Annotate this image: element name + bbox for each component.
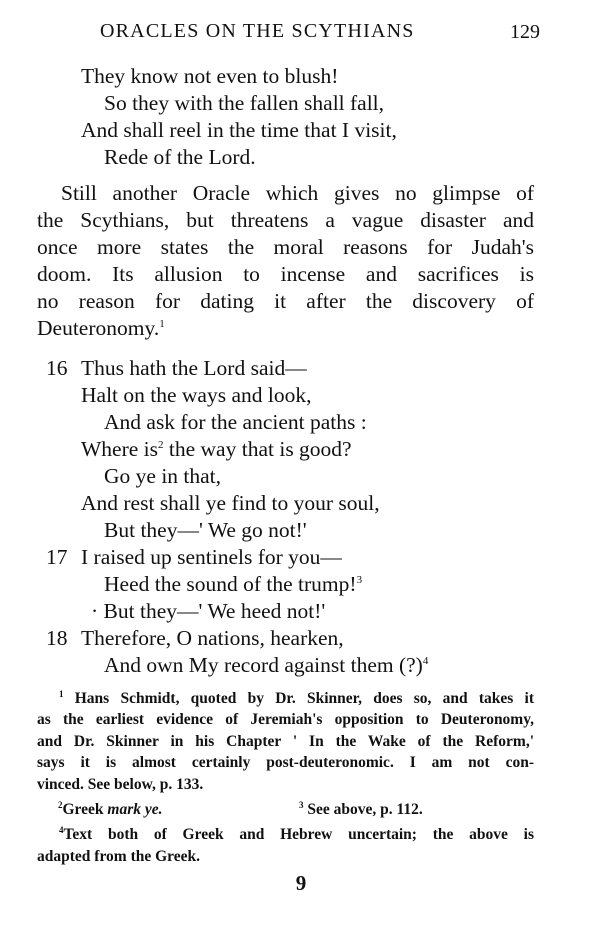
footnote-ref: 4 — [422, 655, 429, 667]
verse-line: Therefore, O nations, hearken, — [81, 626, 344, 650]
paragraph-line: Still another Oracle which gives no glimpse of — [61, 181, 534, 205]
verse-line — [104, 652, 428, 679]
verse-line: But they—' We go not!' — [104, 518, 307, 542]
footnote-3 — [299, 799, 499, 821]
paragraph-text: Deuteronomy. — [37, 316, 160, 340]
signature-mark: 9 — [295, 871, 307, 895]
footnote-line: and Dr. Skinner in his Chapter ' In the Wake of the Reform,' — [37, 733, 534, 750]
verse-number: 16 — [46, 356, 68, 380]
footnote-text: Text both of Greek and Hebrew uncertain; the above is — [63, 826, 534, 843]
footnote-ref: 1 — [159, 318, 165, 330]
footnote-text: See above, p. 112. — [307, 801, 423, 818]
footnote-text: Hans Schmidt, quoted by Dr. Skinner, does so, and takes it — [74, 690, 535, 707]
footnote-4 — [37, 824, 534, 846]
verse-line: · But they—' We heed not!' — [91, 599, 326, 623]
footnote-mark: 3 — [299, 800, 304, 810]
footnote-mark: 4 — [59, 825, 64, 835]
footnote-ref: 2 — [158, 439, 164, 451]
footnote-1 — [37, 688, 534, 710]
paragraph-line — [37, 315, 534, 342]
verse-text: And own My record against them (?) — [104, 653, 423, 677]
verse-text: the way that is good? — [163, 437, 352, 461]
footnote-ref: 3 — [356, 574, 363, 586]
paragraph-line: doom. Its allusion to incense and sacrifices is — [37, 262, 534, 286]
verse-line: Thus hath the Lord said— — [81, 356, 307, 380]
running-head — [100, 20, 540, 48]
page-number: 129 — [510, 21, 540, 43]
verse-line: They know not even to blush! — [81, 64, 339, 88]
verse-line: I raised up sentinels for you— — [81, 545, 342, 569]
verse-number: 18 — [46, 626, 68, 650]
verse-line — [81, 436, 352, 463]
verse-line: Halt on the ways and look, — [81, 383, 312, 407]
verse-line: So they with the fallen shall fall, — [104, 91, 385, 115]
verse-line: Rede of the Lord. — [104, 145, 256, 169]
verse-line — [104, 571, 362, 598]
footnote-line: says it is almost certainly post-deuteronomic. I am not con- — [37, 754, 534, 771]
verse-number: 17 — [46, 545, 68, 569]
paragraph-line: the Scythians, but threatens a vague disaster and — [37, 208, 534, 232]
footnote-mark: 2 — [58, 800, 63, 810]
footnote-2 — [58, 799, 258, 821]
verse-text: Where is — [81, 437, 159, 461]
footnote-line: as the earliest evidence of Jeremiah's opposition to Deuteronomy, — [37, 711, 534, 728]
footnote-text: Greek — [62, 801, 108, 818]
verse-line: And ask for the ancient paths : — [104, 410, 367, 434]
running-head-title: ORACLES ON THE SCYTHIANS — [100, 20, 415, 42]
footnote-italic: mark ye. — [107, 801, 163, 818]
paragraph-line: once more states the moral reasons for Judah's — [37, 235, 534, 259]
verse-line: Go ye in that, — [104, 464, 222, 488]
verse-line: And shall reel in the time that I visit, — [81, 118, 397, 142]
footnote-line: adapted from the Greek. — [37, 848, 201, 865]
footnote-mark: 1 — [59, 689, 64, 699]
paragraph-line: no reason for dating it after the discovery of — [37, 289, 534, 313]
footnote-line: vinced. See below, p. 133. — [37, 776, 204, 793]
verse-line: And rest shall ye find to your soul, — [81, 491, 380, 515]
verse-text: Heed the sound of the trump! — [104, 572, 357, 596]
